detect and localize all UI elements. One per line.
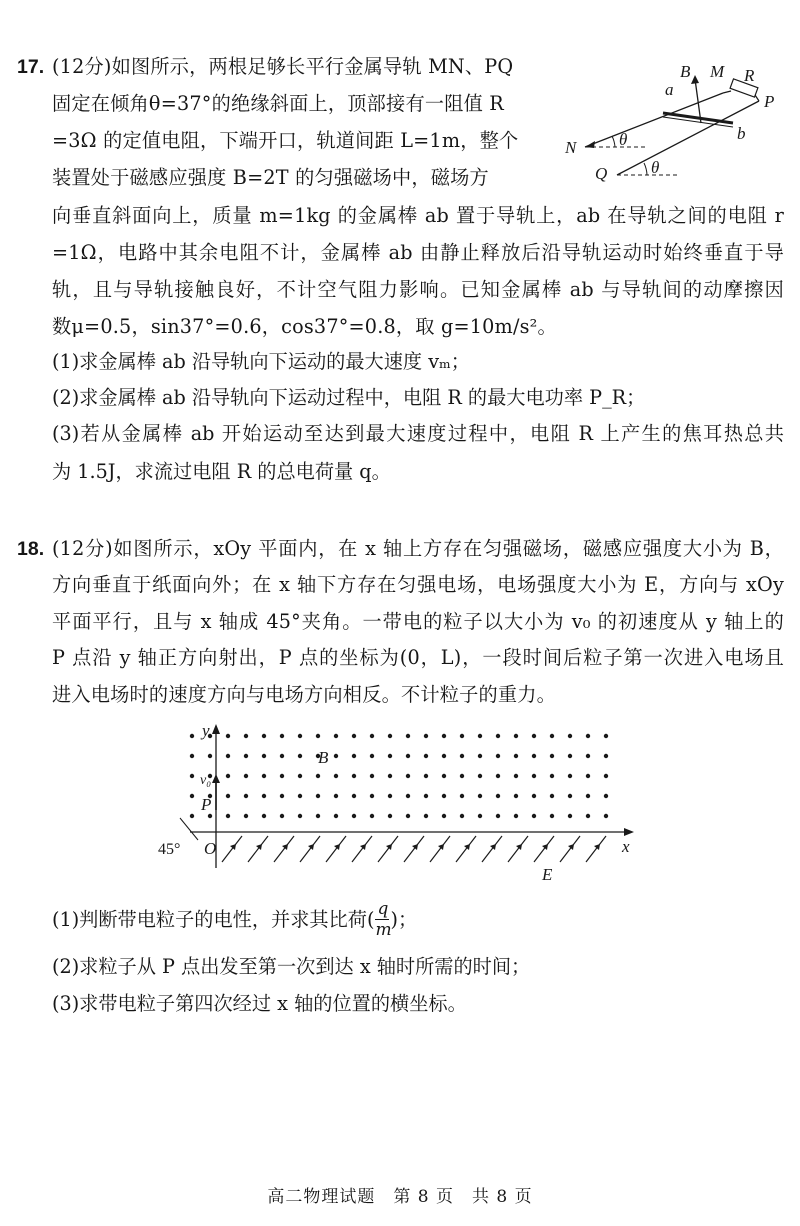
- field-dot: [514, 794, 518, 798]
- e-field-arrow: [586, 836, 606, 862]
- fig17-label-n: N: [565, 138, 577, 157]
- q18-question-1-suffix: )；: [390, 908, 418, 931]
- page-footer: 高二物理试题 第 8 页 共 8 页: [267, 1187, 533, 1207]
- electric-field-arrows: [222, 836, 606, 862]
- field-dot: [280, 794, 284, 798]
- q17-rail-figure: [545, 55, 790, 195]
- fig18-label-v0: v₀: [200, 773, 212, 788]
- field-dot: [460, 774, 464, 778]
- field-dot: [352, 794, 356, 798]
- field-dot: [550, 814, 554, 818]
- field-dot: [208, 754, 212, 758]
- field-dot: [424, 794, 428, 798]
- field-dot: [478, 794, 482, 798]
- e-field-arrowhead: [438, 844, 444, 850]
- field-dot: [442, 774, 446, 778]
- e-field-arrowhead: [490, 844, 496, 850]
- field-dot: [514, 774, 518, 778]
- q18-question-3: (3)求带电粒子第四次经过 x 轴的位置的横坐标。: [52, 992, 467, 1015]
- e-field-arrowhead: [542, 844, 548, 850]
- field-dot: [514, 814, 518, 818]
- field-dot: [262, 754, 266, 758]
- field-dot: [334, 774, 338, 778]
- q17-question-3-cont: 为 1.5J，求流过电阻 R 的总电荷量 q。: [52, 460, 391, 483]
- fig18-label-b: B: [318, 748, 329, 767]
- field-dot: [496, 814, 500, 818]
- e-field-arrowhead: [230, 844, 236, 850]
- field-dot: [442, 794, 446, 798]
- field-dot: [244, 794, 248, 798]
- e-field-arrowhead: [308, 844, 314, 850]
- q17-line-5: 向垂直斜面向上，质量 m=1kg 的金属棒 ab 置于导轨上，ab 在导轨之间的电阻 r: [52, 204, 784, 227]
- field-dot: [334, 814, 338, 818]
- fig17-label-m: M: [710, 62, 725, 81]
- field-dot: [586, 794, 590, 798]
- e-field-arrow: [430, 836, 450, 862]
- field-dot: [316, 734, 320, 738]
- q18-ratio-numerator: q: [377, 899, 389, 919]
- question-18-number: 18.: [17, 538, 45, 560]
- field-dot: [262, 774, 266, 778]
- field-dot: [604, 794, 608, 798]
- field-dot: [298, 794, 302, 798]
- q17-question-3: (3)若从金属棒 ab 开始运动至达到最大速度过程中，电阻 R 上产生的焦耳热总共: [52, 422, 784, 445]
- field-dot: [478, 814, 482, 818]
- field-dot: [604, 814, 608, 818]
- e-field-arrow: [274, 836, 294, 862]
- field-dot: [406, 754, 410, 758]
- field-dot: [226, 794, 230, 798]
- q18-question-1-prefix: (1)判断带电粒子的电性，并求其比荷(: [52, 908, 375, 931]
- field-dot: [442, 814, 446, 818]
- question-17-number: 17.: [17, 56, 45, 78]
- magnetic-field-dots: [190, 734, 608, 818]
- field-dot: [298, 754, 302, 758]
- field-dot: [478, 754, 482, 758]
- field-dot: [496, 734, 500, 738]
- field-dot: [370, 734, 374, 738]
- fig17-label-q: Q: [595, 164, 608, 183]
- q18-field-figure: [150, 718, 650, 893]
- field-dot: [604, 754, 608, 758]
- field-dot: [496, 774, 500, 778]
- e-field-arrowhead: [568, 844, 574, 850]
- field-dot: [280, 754, 284, 758]
- field-dot: [478, 774, 482, 778]
- field-dot: [262, 734, 266, 738]
- field-dot: [586, 754, 590, 758]
- field-dot: [496, 794, 500, 798]
- field-dot: [280, 814, 284, 818]
- field-dot: [334, 794, 338, 798]
- field-dot: [532, 814, 536, 818]
- field-dot: [388, 754, 392, 758]
- fig18-label-p: P: [201, 795, 212, 814]
- q17-line-4: 装置处于磁感应强度 B=2T 的匀强磁场中，磁场方: [52, 166, 489, 189]
- field-dot: [370, 754, 374, 758]
- e-field-arrow: [248, 836, 268, 862]
- q18-line-5: 进入电场时的速度方向与电场方向相反。不计粒子的重力。: [52, 683, 557, 706]
- field-dot: [586, 734, 590, 738]
- e-field-arrow: [378, 836, 398, 862]
- e-field-arrowhead: [334, 844, 340, 850]
- field-dot: [316, 814, 320, 818]
- field-dot: [424, 774, 428, 778]
- field-dot: [388, 734, 392, 738]
- field-dot: [226, 814, 230, 818]
- field-dot: [352, 774, 356, 778]
- fig17-label-theta-1: θ: [619, 130, 628, 149]
- field-dot: [388, 774, 392, 778]
- e-field-arrow: [222, 836, 242, 862]
- field-dot: [496, 754, 500, 758]
- field-dot: [352, 754, 356, 758]
- field-dot: [460, 814, 464, 818]
- q17-line-1: (12分)如图所示，两根足够长平行金属导轨 MN、PQ: [52, 55, 514, 78]
- fig17-label-b-field: B: [680, 62, 691, 81]
- field-dot: [550, 734, 554, 738]
- fig18-label-45deg: 45°: [158, 841, 181, 858]
- field-dot: [460, 794, 464, 798]
- field-dot: [442, 754, 446, 758]
- q18-line-1: (12分)如图所示，xOy 平面内，在 x 轴上方存在匀强磁场，磁感应强度大小为 B，: [52, 537, 784, 560]
- e-field-arrow: [508, 836, 528, 862]
- field-dot: [280, 734, 284, 738]
- field-dot: [370, 774, 374, 778]
- e-field-arrow: [482, 836, 502, 862]
- field-dot: [406, 774, 410, 778]
- field-dot: [352, 734, 356, 738]
- e-field-arrow: [404, 836, 424, 862]
- e-field-arrowhead: [360, 844, 366, 850]
- field-dot: [424, 754, 428, 758]
- fig17-label-b-rod: b: [737, 124, 746, 143]
- fig17-label-a: a: [665, 80, 674, 99]
- field-dot: [262, 814, 266, 818]
- field-dot: [370, 794, 374, 798]
- field-dot: [568, 774, 572, 778]
- field-dot: [532, 794, 536, 798]
- q18-line-3: 平面平行，且与 x 轴成 45°夹角。一带电的粒子以大小为 v₀ 的初速度从 y 轴上的: [52, 610, 784, 633]
- field-dot: [262, 794, 266, 798]
- field-dot: [226, 774, 230, 778]
- field-dot: [424, 734, 428, 738]
- q18-line-2: 方向垂直于纸面向外；在 x 轴下方存在匀强电场，电场强度大小为 E，方向与 xOy: [52, 573, 784, 596]
- field-dot: [316, 774, 320, 778]
- e-field-arrow: [352, 836, 372, 862]
- field-dot: [226, 754, 230, 758]
- field-dot: [406, 794, 410, 798]
- e-field-arrowhead: [594, 844, 600, 850]
- field-dot: [532, 734, 536, 738]
- q18-question-2: (2)求粒子从 P 点出发至第一次到达 x 轴时所需的时间；: [52, 955, 531, 978]
- field-dot: [244, 774, 248, 778]
- fig17-label-p: P: [764, 92, 775, 111]
- q17-line-8: 数μ=0.5，sin37°=0.6，cos37°=0.8，取 g=10m/s²。: [52, 315, 557, 338]
- e-field-arrow: [560, 836, 580, 862]
- field-dot: [568, 794, 572, 798]
- field-dot: [298, 774, 302, 778]
- e-field-arrow: [300, 836, 320, 862]
- fig17-label-r: R: [744, 66, 755, 85]
- e-field-arrowhead: [516, 844, 522, 850]
- q18-line-4: P 点沿 y 轴正方向射出，P 点的坐标为(0，L)，一段时间后粒子第一次进入电场且: [52, 646, 784, 669]
- field-dot: [388, 794, 392, 798]
- e-field-arrowhead: [282, 844, 288, 850]
- field-dot: [370, 814, 374, 818]
- field-dot: [280, 774, 284, 778]
- field-dot: [406, 814, 410, 818]
- field-dot: [388, 814, 392, 818]
- e-field-arrowhead: [256, 844, 262, 850]
- field-dot: [190, 794, 194, 798]
- q17-question-2: (2)求金属棒 ab 沿导轨向下运动过程中，电阻 R 的最大电功率 P_R；: [52, 386, 646, 409]
- e-field-arrow: [534, 836, 554, 862]
- q18-ratio-denominator: m: [375, 920, 392, 940]
- field-dot: [316, 794, 320, 798]
- field-dot: [460, 734, 464, 738]
- field-dot: [190, 754, 194, 758]
- e-field-arrowhead: [386, 844, 392, 850]
- q17-line-2: 固定在倾角θ=37°的绝缘斜面上，顶部接有一阻值 R: [52, 92, 504, 115]
- field-dot: [586, 814, 590, 818]
- field-dot: [460, 754, 464, 758]
- fig17-label-theta-2: θ: [651, 158, 660, 177]
- field-dot: [298, 734, 302, 738]
- field-dot: [550, 794, 554, 798]
- e-field-arrow: [456, 836, 476, 862]
- field-dot: [424, 814, 428, 818]
- field-dot: [532, 774, 536, 778]
- field-dot: [568, 754, 572, 758]
- field-dot: [568, 814, 572, 818]
- q18-question-1: [52, 899, 418, 940]
- field-dot: [190, 814, 194, 818]
- field-dot: [442, 734, 446, 738]
- field-dot: [352, 814, 356, 818]
- field-dot: [550, 754, 554, 758]
- field-dot: [244, 754, 248, 758]
- field-dot: [478, 734, 482, 738]
- q17-line-6: =1Ω，电路中其余电阻不计，金属棒 ab 由静止释放后沿导轨运动时始终垂直于导: [52, 241, 784, 264]
- field-dot: [514, 754, 518, 758]
- e-field-arrowhead: [464, 844, 470, 850]
- q17-line-7: 轨，且与导轨接触良好，不计空气阻力影响。已知金属棒 ab 与导轨间的动摩擦因: [52, 278, 784, 301]
- field-dot: [550, 774, 554, 778]
- field-dot: [568, 734, 572, 738]
- fig18-label-x: x: [622, 837, 630, 856]
- q17-line-3: =3Ω 的定值电阻，下端开口，轨道间距 L=1m，整个: [52, 129, 519, 152]
- field-dot: [298, 814, 302, 818]
- field-dot: [604, 734, 608, 738]
- fig18-label-e: E: [542, 865, 553, 884]
- field-dot: [244, 814, 248, 818]
- field-dot: [334, 754, 338, 758]
- e-field-arrow: [326, 836, 346, 862]
- field-dot: [190, 734, 194, 738]
- field-dot: [244, 734, 248, 738]
- field-dot: [532, 754, 536, 758]
- fig18-label-y: y: [202, 721, 210, 740]
- field-dot: [190, 774, 194, 778]
- field-dot: [604, 774, 608, 778]
- field-dot: [334, 734, 338, 738]
- field-dot: [514, 734, 518, 738]
- q17-question-1: (1)求金属棒 ab 沿导轨向下运动的最大速度 vₘ；: [52, 350, 470, 373]
- field-dot: [226, 734, 230, 738]
- fig18-label-origin: O: [204, 839, 217, 858]
- field-dot: [208, 814, 212, 818]
- field-dot: [406, 734, 410, 738]
- e-field-arrowhead: [412, 844, 418, 850]
- field-dot: [586, 774, 590, 778]
